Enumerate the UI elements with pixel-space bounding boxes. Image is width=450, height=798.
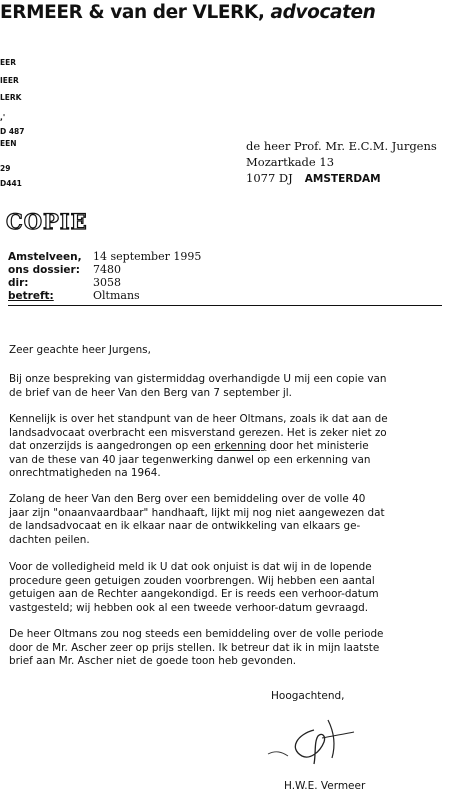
text-line: dachten peilen.: [9, 533, 90, 546]
text-line: getuigen aan de Rechter aangekondigd. Er is reeds een verhoor-datum: [9, 588, 379, 601]
text-line: Bij onze bespreking van gistermiddag overhandigde U mij een copie van: [9, 373, 387, 385]
recipient-name: de heer Prof. Mr. E.C.M. Jurgens: [246, 139, 437, 153]
text-fragment: door het ministerie: [266, 440, 369, 453]
text-line: De heer Oltmans zou nog steeds een bemiddeling over de volle periode: [9, 628, 384, 640]
paragraph-4: [9, 561, 441, 615]
text-line: van de these van 40 jaar tegenwerking danwel op een erkenning van: [9, 453, 371, 466]
text-line: jaar zijn "onaanvaardbaar" handhaaft, lijkt mij nog niet aangewezen dat: [9, 506, 385, 519]
sidebar-fragment: EER: [0, 58, 17, 67]
date-value: 14 september 1995: [93, 250, 202, 263]
text-line: Zolang de heer Van den Berg over een bemiddeling over de volle 40: [9, 493, 366, 505]
text-line: Voor de volledigheid meld ik U dat ook onjuist is dat wij in de lopende: [9, 561, 372, 573]
sidebar-fragment: ,': [0, 113, 6, 122]
text-line: brief aan Mr. Ascher niet de goede toon heb gevonden.: [9, 655, 297, 668]
closing: Hoogachtend,: [271, 690, 345, 702]
copie-stamp: COPIE: [6, 209, 88, 234]
recipient-postcode: 1077 DJ: [246, 171, 293, 185]
signature-image: [258, 712, 378, 768]
sidebar-fragment: EEN: [0, 139, 17, 148]
text-line: de landsadvocaat en ik elkaar naar de ontwikkeling van elkaars ge-: [9, 520, 361, 533]
paragraph-1: [9, 373, 441, 400]
firm-name: ERMEER & van der VLERK,: [0, 2, 265, 23]
date-label: Amstelveen,: [8, 251, 82, 263]
text-line: procedure geen getuigen zouden voorbrengen. Wij hebben een aantal: [9, 574, 375, 587]
text-line: de brief van de heer Van den Berg van 7 september jl.: [9, 386, 292, 399]
text-line: landsadvocaat overbracht een misverstand gerezen. Het is zeker niet zo: [9, 426, 387, 439]
sidebar-fragment: IEER: [0, 76, 19, 85]
recipient-city-line: [246, 172, 381, 186]
text-line: Kennelijk is over het standpunt van de heer Oltmans, zoals ik dat aan de: [9, 413, 388, 425]
dir-value: 3058: [93, 276, 121, 289]
text-fragment: dat onzerzijds is aangedrongen op een: [9, 440, 215, 453]
sidebar-fragment: 29: [0, 164, 11, 173]
sidebar-fragment: D 487: [0, 127, 25, 136]
reference-divider: [8, 305, 442, 306]
paragraph-5: [9, 628, 441, 669]
text-line: [9, 440, 441, 454]
dossier-label: ons dossier:: [8, 264, 80, 276]
text-line: vastgesteld; wij hebben ook al een tweede verhoor-datum gevraagd.: [9, 601, 369, 614]
text-line: door de Mr. Ascher zeer op prijs stellen. Ik betreur dat ik in mijn laatste: [9, 641, 380, 654]
paragraph-3: [9, 493, 441, 547]
sidebar-fragment: LERK: [0, 93, 22, 102]
underlined-word: erkenning: [214, 440, 267, 453]
recipient-city: AMSTERDAM: [304, 173, 381, 185]
letterhead: [0, 2, 375, 23]
sidebar-fragment: D441: [0, 179, 22, 188]
signatory-name: H.W.E. Vermeer: [284, 780, 366, 792]
salutation: Zeer geachte heer Jurgens,: [9, 344, 151, 356]
recipient-street: Mozartkade 13: [246, 155, 335, 169]
subject-label: betreft:: [8, 290, 54, 302]
paragraph-2: [9, 413, 441, 481]
text-line: onrechtmatigheden na 1964.: [9, 467, 161, 480]
dossier-value: 7480: [93, 263, 121, 276]
subject-value: Oltmans: [93, 289, 140, 302]
firm-suffix: advocaten: [270, 2, 376, 23]
dir-label: dir:: [8, 277, 29, 289]
